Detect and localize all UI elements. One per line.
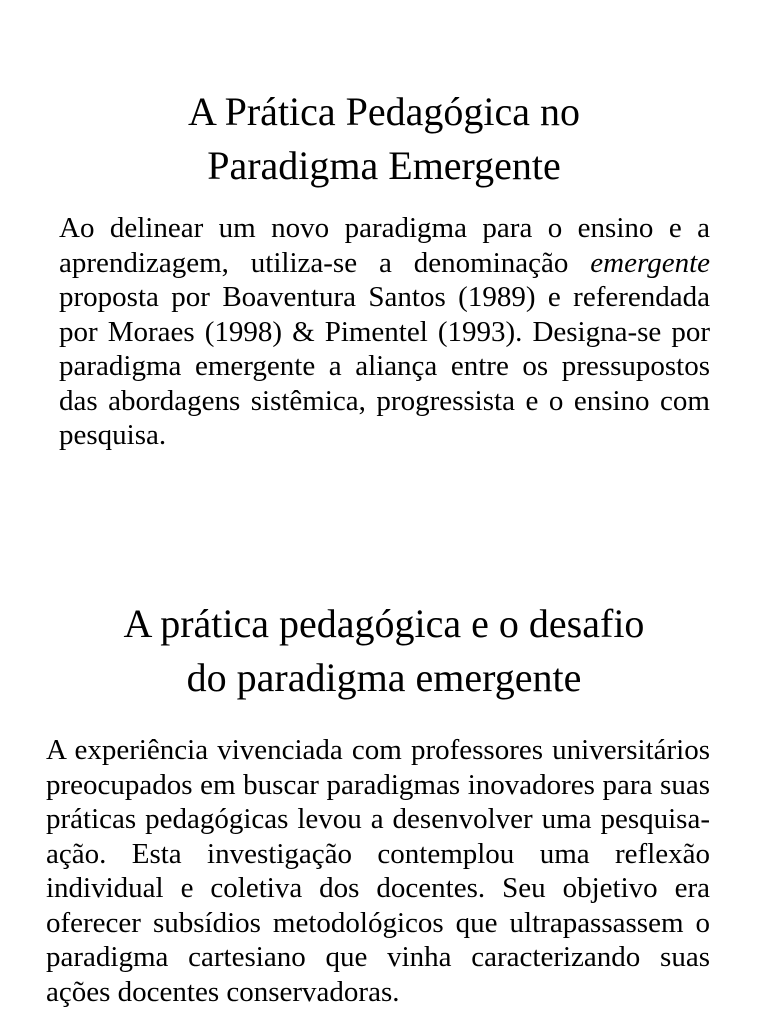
slide-1-body: [59, 211, 710, 453]
slide-2: [0, 512, 768, 1024]
slide-1-title: [0, 85, 768, 193]
slide-1-body-italic-term: emergente: [590, 246, 710, 279]
slide-1-title-line-2: Paradigma Emergente: [207, 143, 561, 188]
slide-1-body-part-2: proposta por Boaventura Santos (1989) e referendada por Moraes (1998) & Pimentel (1993). Designa-se por paradigma emergente a aliança entre os pressupostos das abordagens sistêmica, progressista e o ensino com pesquisa.: [59, 281, 710, 451]
slide-2-title-line-1: A prática pedagógica e o desafio: [123, 601, 645, 646]
slide-2-title: [0, 597, 768, 705]
slide-1-title-line-1: A Prática Pedagógica no: [187, 89, 581, 134]
slide-1-body-part-1: Ao delinear um novo paradigma para o ensino e a aprendizagem, utiliza-se a denominação: [59, 212, 710, 279]
slide-2-body: A experiência vivenciada com professores universitários preocupados em buscar paradigmas inovadores para suas práticas pedagógicas levou a desenvolver uma pesquisa-ação. Esta investigação contemplou uma reflexão individual e coletiva dos docentes. Seu objetivo era oferecer subsídios metodológicos que ultrapassassem o paradigma cartesiano que vinha caracterizando suas ações docentes conservadoras.: [46, 734, 710, 1008]
slide-2-title-line-2: do paradigma emergente: [186, 655, 582, 700]
